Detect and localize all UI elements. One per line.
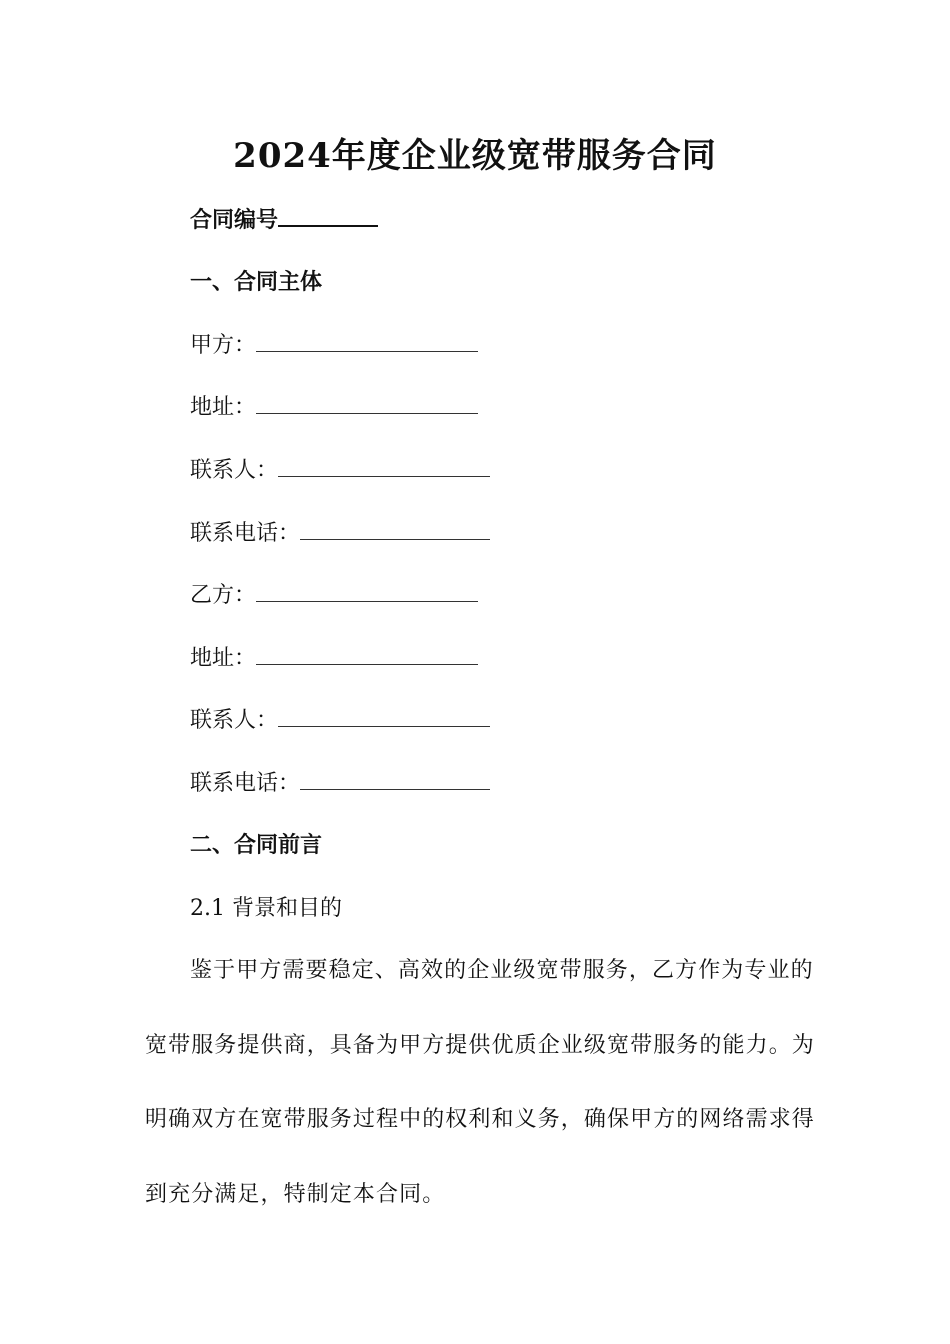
party-a-contact-blank (278, 456, 490, 477)
party-b-address-row (190, 644, 478, 674)
party-b-phone-blank (300, 769, 490, 790)
party-b-phone-label: 联系电话： (190, 771, 301, 796)
party-b-phone-row (190, 769, 490, 799)
party-a-phone-label: 联系电话： (190, 521, 301, 546)
contract-number-label: 合同编号 (190, 208, 279, 233)
party-b-contact-label: 联系人： (190, 708, 279, 733)
party-b-name-blank (256, 581, 478, 602)
party-a-name-label: 甲方： (190, 333, 257, 358)
preamble-line-1: 鉴于甲方需要稳定、高效的企业级宽带服务，乙方作为专业的 (190, 958, 814, 983)
preamble-line-3: 明确双方在宽带服务过程中的权利和义务，确保甲方的网络需求得 (145, 1107, 815, 1132)
party-a-address-label: 地址： (190, 395, 257, 420)
contract-number-blank (278, 205, 378, 227)
section-heading-parties: 一、合同主体 (190, 270, 323, 295)
page-title: 2024年度企业级宽带服务合同 (233, 136, 717, 176)
subsection-heading-background: 2.1 背景和目的 (190, 896, 342, 921)
party-a-phone-blank (300, 519, 490, 540)
party-a-address-row (190, 393, 478, 423)
contract-number-row (190, 205, 378, 236)
party-a-name-blank (256, 331, 478, 352)
party-a-name-row (190, 331, 478, 361)
party-a-contact-row (190, 456, 490, 486)
preamble-line-2: 宽带服务提供商，具备为甲方提供优质企业级宽带服务的能力。为 (145, 1033, 815, 1058)
section-heading-preamble: 二、合同前言 (190, 833, 323, 858)
preamble-line-4: 到充分满足，特制定本合同。 (145, 1182, 446, 1207)
party-b-contact-blank (278, 706, 490, 727)
party-a-contact-label: 联系人： (190, 458, 279, 483)
party-b-contact-row (190, 706, 490, 736)
party-a-address-blank (256, 393, 478, 414)
party-b-address-blank (256, 644, 478, 665)
party-b-name-row (190, 581, 478, 611)
party-b-address-label: 地址： (190, 646, 257, 671)
party-a-phone-row (190, 519, 490, 549)
party-b-name-label: 乙方： (190, 583, 257, 608)
